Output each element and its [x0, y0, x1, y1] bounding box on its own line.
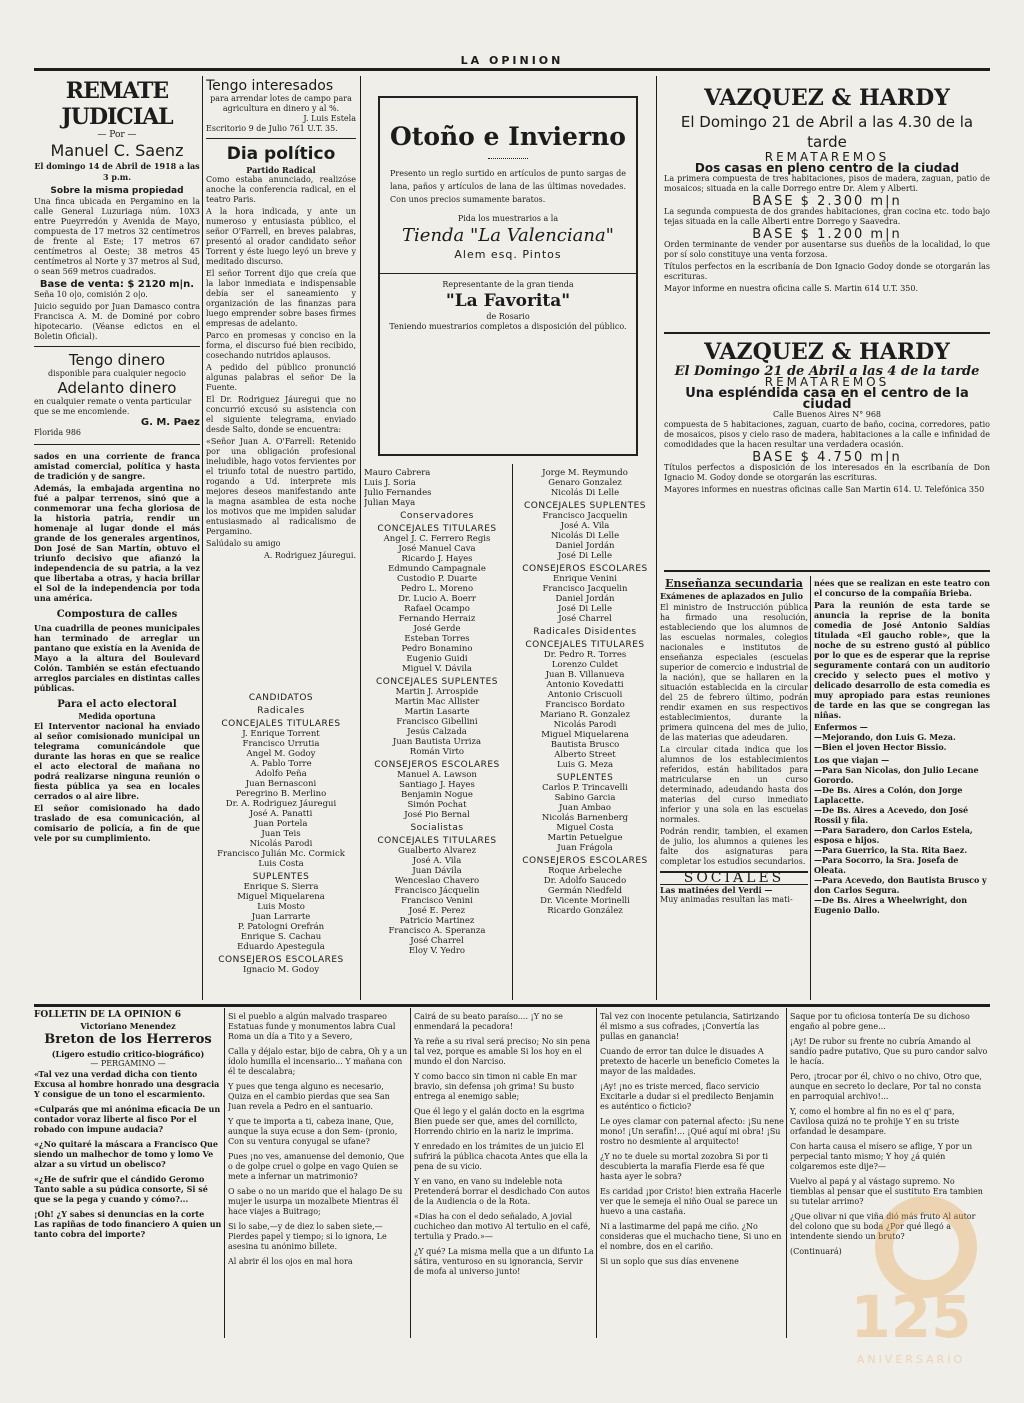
list-item: Luis J. Soria [364, 478, 416, 488]
list-item: Juan Ambao [559, 803, 611, 813]
folletin-column-1 [34, 1010, 222, 1340]
list-item: José E. Perez [408, 906, 466, 916]
list-item: Adolfo Peña [255, 769, 307, 779]
list-item: Ricardo González [547, 906, 623, 916]
verse-stanza: «¿No quitaré la máscara a Francisco Que siendo un malhechor de tomo y lomo Ve alzar a su virtud un obelisco? [34, 1139, 218, 1169]
list-item: —Para Socorro, la Sra. Josefa de Oleata. [814, 855, 959, 875]
viajan-list [814, 765, 990, 915]
verse-stanza: ¡Oh! ¿Y sabes si denuncias en la corte Las rapiñas de todo financiero A quien un tanto cobra del importe? [34, 1209, 222, 1239]
list-item: Rafael Ocampo [404, 604, 470, 614]
list-item: P. Patologni Orefrán [237, 922, 325, 932]
list-item: Daniel Jordán [555, 541, 615, 551]
dinero-signer: G. M. Paez [140, 417, 200, 428]
list-item: José A. Vila [560, 521, 610, 531]
list-item: —Para San Nicolas, don Julio Lecane Gorordo. [814, 765, 979, 785]
socialistas-suplentes-heading: CONCEJALES SUPLENTES [523, 501, 647, 511]
dia-politico-sub: Partido Radical [246, 165, 316, 175]
remate-subtitle: Sobre la misma propiedad [50, 186, 184, 196]
list-item: —Para Acevedo, don Bautista Brusco y don Carlos Segura. [814, 875, 987, 895]
list-item: Eloy V. Yedro [408, 946, 466, 956]
col4-top-list [516, 468, 654, 498]
list-item: Mariano R. Gonzalez [540, 710, 630, 720]
list-item: Angel M. Godoy [246, 749, 316, 759]
remate-body: Una finca ubicada en Pergamino en la calle General Luzuriaga núm. 10X3 entre Pueyrredón y Avenida de Mayo, compuesta de 17 metros 32 centímetros de frente al Este; 17 metros 67 centímetros al Oeste; 38 metros 45 centímetros al Norte y 37 metros al Sud, o sean 569 metros cuadrados. [34, 197, 200, 276]
electoral-body: El Interventor nacional ha enviado al señor comisionado municipal un telegrama comunicándole que durante las horas en que se realice el acto electoral de mañana no podrá realizarse ninguna reunión o fiesta pública ya sea en locales cerrados o al aire libre. [34, 721, 200, 801]
list-item: Dr. Lucio A. Boerr [398, 594, 476, 604]
verse-stanza: Que él lego y el galán docto en la esgrima Bien puede ser que, ames del cornillcto, Horrendo chirio en la nariz le imprima. [414, 1107, 585, 1136]
disidentes-consejeros-heading: CONSEJEROS ESCOLARES [522, 856, 648, 866]
folletin-verses-2 [228, 1012, 408, 1267]
anniversary-stamp [816, 1187, 1006, 1377]
list-item: Dr. A. Rodriguez Jáuregui [225, 799, 337, 809]
interesados-body: para arrendar lotes de campo para agricultura en dinero y al %. [210, 94, 352, 113]
verse-stanza: Si un soplo que sus días envenene [600, 1257, 739, 1266]
ensenanza-sub: Exámenes de aplazados en Julio [660, 591, 803, 601]
list-item: Sabino Garcia [554, 793, 616, 803]
verse-stanza: Con harta causa el mísero se aflige, Y por un perpecial tanto mismo; Y hoy ¿á quién colgaremos este dije?— [790, 1142, 973, 1171]
list-item: Enrique Venini [553, 574, 617, 584]
ensenanza-p2: La circular citada indica que los alumnos de los establecimientos referidos, están habilitados para matricularse en un curso determinado, adeudando hasta dos materias del curso inmediato inferior y una sola en las escuelas normales. [660, 745, 808, 824]
radicales-titulares-heading: CONCEJALES TITULARES [221, 719, 341, 729]
list-item: Enrique S. Cachau [240, 932, 322, 942]
list-item: Fernando Herraiz [398, 614, 476, 624]
ensenanza-p3: Podrán rendir, tambien, el examen de julio, los alumnos a quienes les falte dos asignaturas para completar los estudios secundarios. [660, 827, 808, 866]
list-item: Francisco Bordato [545, 700, 625, 710]
verse-stanza: Cairá de su beato paraíso.... ¡Y no se enmendará la pecadora! [414, 1012, 563, 1031]
vh1-date: El Domingo 21 de Abril a las 4.30 de la tarde [680, 113, 974, 151]
list-item: —Bien el joven Hector Bissio. [814, 742, 947, 752]
radicales-heading: Radicales [257, 706, 305, 716]
vh2-street: Calle Buenos Aires N° 968 [772, 410, 882, 419]
list-item: Benjamin Nogue [401, 790, 473, 800]
col7-p1: nées que se realizan en este teatro con el concurso de la compañía Brieba. [814, 578, 990, 598]
ensenanza-article [660, 578, 808, 1000]
list-item: José Pio Bernal [404, 810, 470, 820]
conservadores-suplentes-list [364, 687, 510, 757]
list-item: José A. Vila [412, 856, 462, 866]
column-2 [206, 78, 356, 678]
vh2-p1: compuesta de 5 habitaciones, zaguan, cuarto de baño, cocina, corredores, patio de mosaicos, pisos y cielo raso de madera, habitaciones a la calle e infinidad de comodidades que la hacen resultar una verdadera ocasión. [664, 420, 990, 449]
conservadores-titulares-heading: CONCEJALES TITULARES [377, 524, 497, 534]
list-item: Juan Portela [254, 819, 308, 829]
list-item: Juan Frágola [557, 843, 613, 853]
list-item: Juan Bautista Urriza [392, 737, 482, 747]
folletin-column-3 [414, 1012, 594, 1338]
dinero-title2: Adelanto dinero [57, 379, 177, 397]
list-item: Francisco Gibellini [396, 717, 478, 727]
list-item: Edmundo Campagnale [388, 564, 486, 574]
verse-stanza: Y pues que tenga alguno es necesario, Quiza en el cambio pierdas que sea San Juan revela a Pedro en el santuario. [228, 1082, 390, 1111]
verse-stanza: Tal vez con inocente petulancia, Satirizando él mismo a sus cofrades, ¡Convertía las pullas en ganancia! [600, 1012, 780, 1041]
verse-stanza: Si lo sabe,—y de diez lo saben siete,— Pierdes papel y tiempo; si lo ignora, Le asesina tu anónimo billete. [228, 1222, 387, 1251]
list-item: Nicolás Di Lelle [550, 488, 620, 498]
list-item: Enrique S. Sierra [243, 882, 319, 892]
verse-stanza: Le oyes clamar con paternal afecto: ¡Su nene mono! ¡Un serafín!... ¡Qué aquí mi obra! ¡Su rostro no desmiente al arquitecto! [600, 1117, 784, 1146]
verse-stanza: Si el pueblo a algún malvado traspareo Estatuas funde y monumentos labra Cual Roma un día a Tito y a Severo, [228, 1012, 396, 1041]
candidatos-radicales [206, 690, 356, 1000]
list-item: A. Pablo Torre [250, 759, 312, 769]
list-item: Jorge M. Reymundo [542, 468, 628, 478]
list-item: Simón Pochat [407, 800, 467, 810]
list-item: Nicolás Parodi [553, 720, 617, 730]
list-item: Esteban Torres [404, 634, 470, 644]
dinero-title: Tengo dinero [68, 351, 166, 369]
list-item: Antonio Criscuoli [547, 690, 623, 700]
verse-stanza: Pero, ¡trocar por él, chivo o no chivo, Otro que, aunque en secreto lo declare, Por tal no consta en parroquial archivo!... [790, 1072, 982, 1101]
list-item: Dr. Adolfo Saucedo [543, 876, 627, 886]
list-item: Lorenzo Culdet [551, 660, 619, 670]
radicales-suplentes-heading: SUPLENTES [252, 872, 310, 882]
stamp-label: ANIVERSARIO [856, 1353, 966, 1366]
list-item: Jesús Calzada [407, 727, 467, 737]
otono-address: Alem esq. Pintos [454, 248, 562, 261]
list-item: Martin Lasarte [404, 707, 470, 717]
list-item: Francisco Jacquelin [542, 511, 628, 521]
verse-stanza: Calla y déjalo estar, bijo de cabra, Oh y a un ídolo humilla el incensario... Y mañana con él te descalabra; [228, 1047, 408, 1076]
list-item: Nicolás Di Lelle [550, 531, 620, 541]
dia-politico-body [206, 175, 356, 549]
dia-politico-paragraph: A pedido del público pronunció algunas palabras el señor De la Fuente. [206, 363, 356, 392]
verse-stanza: Vuelvo al papá y al vástago supremo. No tiemblas al pensar que el sustituto Era tambien su tutelar arrimo? [790, 1177, 983, 1206]
verse-stanza: ¿Que olivar ni que viña dió más fruto Al autor del colono que su boda ¿Por qué llegó a intendente siendo un bruto? [790, 1212, 976, 1241]
list-item: Dr. Vicente Morinelli [540, 896, 630, 906]
verse-stanza: Y que te importa a ti, cabeza inane, Que, aunque la suya ecuse a don Sem- (pronio, Con su ventura conyugal se ufane? [228, 1117, 398, 1146]
candidatos-socialistas [516, 468, 654, 1000]
verse-stanza: Y, como el hombre al fin no es el q' para, Cavilosa quizá no te prohije Y en su triste orfandad le desampare. [790, 1107, 960, 1136]
viajan-heading: Los que viajan — [814, 755, 890, 765]
verse-stanza: Cuando de error tan dulce le disuades A pretexto de hacerle un beneficio Cometes la mayor de las maldades. [600, 1047, 780, 1076]
list-item: Eugenio Guidi [406, 654, 468, 664]
dia-politico-paragraph: Como estaba anunciado, realizóse anoche la conferencia radical, en el teatro Paris. [206, 175, 356, 204]
verse-stanza: ¿Y no te duele su mortal zozobra Si por ti descubierta la marafía Fierde esa fé que hasta ayer le sobra? [600, 1152, 769, 1181]
list-item: Mauro Cabrera [364, 468, 431, 478]
list-item: Genaro Gonzalez [548, 478, 622, 488]
list-item: Nicolás Parodi [249, 839, 313, 849]
dia-politico-paragraph: «Señor Juan A. O'Farrell: Retenido por una obligación profesional ineludible, hago votos fervientes por el triunfo total de nuestro partido, rogando a Ud. interprete mis mejores deseos manifestando ante la magna asamblea de esta noche los motivos que me impiden saludar entusiasmado al radicalismo de Pergamino. [206, 437, 356, 536]
stamp-number: 125 [850, 1283, 972, 1351]
list-item: Luis Costa [258, 859, 304, 869]
verse-stanza: Es caridad ¡por Cristo! bien extraña Hacerle ver que le semeja el niño Oual se parece un huevo a una castaña. [600, 1187, 782, 1216]
folletin-verses-3 [414, 1012, 594, 1277]
otono-rosario: de Rosario [486, 312, 530, 321]
vh2-rem: REMATAREMOS [764, 375, 890, 389]
candidatos-conservadores [364, 468, 510, 1000]
list-item: Eduardo Apestegula [237, 942, 325, 952]
list-item: Ignacio M. Godoy [242, 965, 319, 975]
interesados-signer: J. Luis Estela [303, 114, 356, 123]
list-item: José Charrel [558, 614, 612, 624]
conservadores-consejeros-list [364, 770, 510, 820]
list-item: Martin Mac Allister [394, 697, 480, 707]
vh1-rem: REMATAREMOS [764, 150, 890, 164]
list-item: Juan Bernasconi [245, 779, 317, 789]
vh1-p4: Títulos perfectos en la escribanía de Don Ignacio Godoy donde se otorgarán las escrituras. [664, 262, 990, 281]
verse-stanza: ¡Ay! ¡no es triste merced, flaco servicio Excitarle a dudar si el predilecto Benjamin es auténtico o ficticio? [600, 1082, 774, 1111]
disidentes-consejeros-list [516, 866, 654, 916]
list-item: José Gerde [413, 624, 461, 634]
list-item: —De Bs. Aires a Acevedo, don José Rossil y fila. [814, 805, 969, 825]
conservadores-heading: Conservadores [400, 511, 474, 521]
calles-heading: Compostura de calles [56, 609, 178, 620]
verse-stanza: «Dias ha con el dedo señalado, A jovial cuchicheo dan motivo Al tertulio en el café, tertulia y Prado.»— [414, 1212, 591, 1241]
remate-juicio: Juicio seguido por Juan Damasco contra Francisca A. M. de Dominé por cobro hipotecario. (Véanse edictos en el Boletin Oficial). [34, 302, 200, 341]
ensenanza-p1: El ministro de Instrucción pública ha firmado una resolución, estableciendo que los alumnos de las escuelas normales, colegios nacionales e institutos de enseñanza especiales (escuelas superior de comercio e industrial de la nación), que se hallaren en la situación establecida en la circular del 25 de febrero último, podrán rendir examen en sus respectivos establecimientos, durante la primera quincena del mes de julio, de las materias que adeudaren. [660, 603, 808, 742]
list-item: José A. Panatti [249, 809, 313, 819]
folletin-verses-4 [600, 1012, 784, 1267]
list-item: Wenceslao Chavero [394, 876, 480, 886]
list-item: —De Bs. Aires a Wheelwright, don Eugenio Dallo. [814, 895, 968, 915]
list-item: Francisco Urrutia [242, 739, 320, 749]
dinero-line1: disponible para cualquier negocio [48, 369, 186, 378]
otono-favorita: "La Favorita" [445, 291, 571, 311]
verse-stanza: Pues ¡no ves, amanuense del demonio, Que o de golpe cruel o golpe en vago Quien se mete a infernar un matrimonio? [228, 1152, 405, 1181]
folletin-sub: (Ligero estudio critico-biográfico) [51, 1049, 205, 1059]
disidentes-titulares-list [516, 650, 654, 770]
list-item: Dr. Pedro R. Torres [543, 650, 627, 660]
folletin-ornament: — PERGAMINO — [90, 1059, 166, 1068]
sociales-title: SOCIALES [660, 871, 808, 885]
vh2-title: VAZQUEZ & HARDY [704, 339, 950, 365]
dinero-address: Florida 986 [34, 428, 82, 437]
list-item: Francisco Venini [401, 896, 473, 906]
verse-stanza: O sabe o no un marido que el halago De su mujer le usurpa un mozalbete Mientras él hace viajes a Buitrago; [228, 1187, 403, 1216]
dia-politico-paragraph: Parco en promesas y conciso en la forma, el discurso fué bien recibido, cosechando nutridos aplausos. [206, 331, 356, 360]
vh2-base: BASE $ 4.750 m|n [752, 450, 902, 465]
conservadores-consejeros-heading: CONSEJEROS ESCOLARES [374, 760, 500, 770]
verse-stanza: Ya reñe a su rival será preciso; No sin pena tal vez, porque es amable Si los hoy en el mundo el don Narciso. [414, 1037, 591, 1066]
verse-stanza: Y enredado en los trámites de un juicio El sufrirá la pública chacota Antes que ella la pena de su vicio. [414, 1142, 588, 1171]
vh1-p2: La segunda compuesta de dos grandes habitaciones, gran cocina etc. todo bajo tejas situada en la calle Alberti entre Dorrego y Saavedra. [664, 207, 990, 226]
list-item: —De Bs. Aires a Colón, don Jorge Laplacette. [814, 785, 963, 805]
dinero-line2: en cualquier remate o venta particular que se me encomiende. [34, 397, 192, 416]
candidatos-title: CANDIDATOS [248, 693, 314, 703]
radicales-consejeros-list [206, 965, 356, 975]
dia-politico-title: Dia político [226, 144, 336, 164]
verse-stanza: Saque por tu oficiosa tontería De su dichoso engaño al pobre gene... [790, 1012, 970, 1031]
remate-base: Base de venta: $ 2120 m|n. [39, 279, 195, 290]
masthead: LA OPINION [460, 54, 564, 67]
vh1-base2: BASE $ 1.200 m|n [752, 227, 902, 242]
vh1-p5: Mayor informe en nuestra oficina calle S. Martin 614 U.T. 350. [664, 284, 919, 293]
list-item: Miguel Costa [556, 823, 614, 833]
list-item: Manuel A. Lawson [397, 770, 477, 780]
list-item: Santiago J. Hayes [399, 780, 475, 790]
col1-lead: sados en una corriente de franca amistad comercial, política y hasta de tradición y de sangre. [34, 451, 200, 481]
otono-tienda: Tienda "La Valenciana" [402, 225, 614, 246]
list-item: Martin Petuelgue [547, 833, 623, 843]
verse-stanza: Al abrir él los ojos en mal hora [228, 1257, 353, 1266]
verse-stanza: «¿He de sufrir que el cándido Geromo Tanto sable a su púdica consorte, Si sé que se la pega y cuando y cómo?... [34, 1174, 208, 1204]
socialistas-heading: Socialistas [410, 823, 464, 833]
list-item: José Manuel Cava [398, 544, 476, 554]
electoral-body-2: El señor comisionado ha dado traslado de esa comunicación, al comisario de policía, a fin de que vele por su cumplimiento. [34, 803, 200, 843]
vh1-p1: La primera compuesta de tres habitaciones, pisos de madera, zaguan, patio de mosaicos; situada en la calle Dorrego entre Dr. Alem y Alberti. [664, 174, 990, 193]
otono-pida: Pida los muestrarios a la [457, 214, 559, 223]
folletin-column-2 [228, 1012, 408, 1338]
folletin-header: FOLLETIN DE LA OPINION 6 [34, 1010, 181, 1020]
list-item: —Para Guerrico, la Sta. Rita Baez. [814, 845, 968, 855]
list-item: J. Enrique Torrent [242, 729, 320, 739]
socialistas-titulares-list [364, 846, 510, 956]
otono-ad [378, 96, 638, 456]
socialistas-consejeros-heading: CONSEJEROS ESCOLARES [522, 564, 648, 574]
list-item: Francisco A. Speranza [388, 926, 486, 936]
verse-stanza: Y en vano, en vano su indeleble nota Pretenderá borrar el desdichado Con autos de la Audiencia o de la Rota. [414, 1177, 590, 1206]
sociales-column [814, 578, 990, 1000]
col7-p2: Para la reunión de esta tarde se anuncia la reprise de la bonita comedia de José Antonio Saldías titulada «El gaucho roble», que la noche de su estreno gustó al público por lo que es de esperar que la reprise seguramente contará con un auditorio crecido y selecto pues el motivo y delicado desarrollo de esta comedia es muy apropiado para estas reuniones de tarde en las que se congregan las niñas. [814, 600, 990, 720]
socialistas-suplentes-list [516, 511, 654, 561]
remate-date: El domingo 14 de Abril de 1918 a las 3 p.m. [34, 161, 200, 182]
list-item: —Para Saradero, don Carlos Estela, esposa e hijos. [814, 825, 973, 845]
col1-p2: Además, la embajada argentina no fué a palpar terrenos, sinó que a conmemorar una fecha gloriosa de la historia patria, rendir un homenaje al lugar donde el más grande de los generales argentinos, Don José de San Martín, obtuvo el triunfo decisivo que afianzó la independencia de su patria, a la vez que libertaba a otras, y hacia brillar el Sol de la independencia por toda una américa. [34, 483, 200, 603]
list-item: Francisco Julián Mc. Cormick [217, 849, 345, 859]
list-item: Miguel Miquelarena [237, 892, 325, 902]
radicales-consejeros-heading: CONSEJEROS ESCOLARES [218, 955, 344, 965]
disidentes-titulares-heading: CONCEJALES TITULARES [525, 640, 645, 650]
dia-politico-paragraph: A la hora indicada, y ante un numeroso y entusiasta público, el señor O'Farrell, en breves palabras, presentó al orador candidato señor Torrent y éste luego leyó un breve y meditado discurso. [206, 207, 356, 266]
masthead-rule [34, 68, 990, 71]
top-names-list [364, 468, 510, 508]
enfermos-list [814, 732, 990, 752]
list-item: Juan Teis [261, 829, 301, 839]
remate-sena: Seña 10 o|o, comisión 2 o|o. [34, 290, 148, 299]
enfermos-heading: Enfermos — [814, 722, 868, 732]
vh1-title: VAZQUEZ & HARDY [704, 85, 950, 111]
remate-title: REMATE JUDICIAL [61, 78, 173, 130]
list-item: Ricardo J. Hayes [401, 554, 473, 564]
list-item: Angel J. C. Ferrero Regis [383, 534, 491, 544]
vh2-p3: Mayores informes en nuestras oficinas calle San Martin 614. U. Telefónica 350 [664, 485, 985, 494]
remate-auctioneer: Manuel C. Saenz [50, 141, 184, 160]
list-item: Luis G. Meza [556, 760, 614, 770]
column-1 [34, 78, 200, 998]
radicales-titulares-list [206, 729, 356, 869]
dia-politico-paragraph: El Dr. Rodriguez Jáuregui que no concurrió excusó su asistencia con el siguiente telegrama, enviado desde Salto, donde se encuentra: [206, 395, 356, 434]
list-item: Roque Arbeleche [548, 866, 622, 876]
verse-stanza: «Culparás que mi anónima eficacia De un contador voraz liberte al fisco Por el robado con impune audacia? [34, 1104, 221, 1134]
otono-muestrarios: Teniendo muestrarios completos a disposición del público. [389, 322, 627, 331]
dia-politico-paragraph: Salúdalo su amigo [206, 539, 281, 548]
list-item: Germán Niedfeld [547, 886, 623, 896]
list-item: José Di Lelle [558, 551, 612, 561]
list-item: Miguel Miquelarena [541, 730, 629, 740]
folletin-verses-1 [34, 1069, 222, 1239]
ensenanza-title: Enseñanza secundaria [665, 578, 803, 590]
list-item: Juan Dávila [412, 866, 462, 876]
list-item: Martin J. Arrospide [395, 687, 479, 697]
verse-stanza: (Continuará) [790, 1247, 842, 1256]
vazquez-ad-2 [664, 338, 990, 566]
vazquez-ad-1 [664, 84, 990, 334]
calles-body: Una cuadrilla de peones municipales han terminado de arreglar un pantano que existía en la Avenida de Mayo a la altura del Boulevard Colón. También se están efectuando arreglos parciales en distintas calles públicas. [34, 623, 200, 693]
socialistas-consejeros-list [516, 574, 654, 624]
list-item: Antonio Kovedatti [546, 680, 624, 690]
list-item: José Charrel [410, 936, 464, 946]
dia-politico-signature: A. Rodriguez Jáuregui. [263, 551, 356, 560]
dia-politico-paragraph: El señor Torrent dijo que creía que la labor inmediata e indispensable debía ser el saneamiento y organización de las finanzas para luego emprender sobre bases firmes empresas de adelanto. [206, 269, 356, 328]
list-item: Daniel Jordán [555, 594, 615, 604]
disidentes-suplentes-heading: SUPLENTES [556, 773, 614, 783]
disidentes-heading: Radicales Disidentes [533, 627, 637, 637]
conservadores-titulares-list [364, 534, 510, 674]
vh2-sub: Una espléndida casa en el centro de la ciudad [685, 386, 969, 412]
vh1-base1: BASE $ 2.300 m|n [752, 194, 902, 209]
list-item: Pedro L. Moreno [400, 584, 474, 594]
folletin-title: Breton de los Herreros [44, 1032, 212, 1047]
electoral-heading: Para el acto electoral [57, 699, 177, 710]
conservadores-suplentes-heading: CONCEJALES SUPLENTES [375, 677, 499, 687]
list-item: Juan Larrarte [251, 912, 311, 922]
interesados-title: Tengo interesados [206, 78, 334, 94]
disidentes-suplentes-list [516, 783, 654, 853]
list-item: Bautista Brusco [550, 740, 620, 750]
vh1-sub: Dos casas en pleno centro de la ciudad [694, 161, 960, 175]
verse-stanza: Y como bacco sin timon ni cable En mar bravio, sin defensa ¡oh grima! Su busto entrega al enemigo sable; [414, 1072, 577, 1101]
list-item: Alberto Street [554, 750, 616, 760]
list-item: Francisco Jacquelin [542, 584, 628, 594]
vh2-date: El Domingo 21 de Abril a las 4 de la tarde [674, 364, 980, 379]
verse-stanza: Ni a lastimarme del papá me ciño. ¿No consideras que el muchacho tiene, Si uno en el nombre, dos en el cariño. [600, 1222, 782, 1251]
folletin-column-4 [600, 1012, 784, 1338]
folletin-author: Victoriano Menendez [80, 1021, 176, 1031]
list-item: Gualberto Alvarez [397, 846, 477, 856]
verse-stanza: «Tal vez una verdad dicha con tiento Excusa al hombre honrado una desgracia Y consigue de un tono el escarmiento. [34, 1069, 220, 1099]
socialistas-titulares-heading: CONCEJALES TITULARES [377, 836, 497, 846]
interesados-address: Escritorio 9 de Julio 761 U.T. 35. [206, 124, 338, 133]
verse-stanza: ¿Y qué? La misma mella que a un difunto La sátira, venturoso en su ignorancia, Servir de mofa al universo junto! [414, 1247, 594, 1276]
list-item: Luis Mosto [257, 902, 305, 912]
list-item: —Mejorando, don Luis G. Meza. [814, 732, 956, 742]
list-item: Román Virto [409, 747, 465, 757]
vh1-p3: Orden terminante de vender por ausentarse sus dueños de la localidad, lo que por sí solo constituye una venta forzosa. [664, 240, 990, 259]
remate-por: — Por — [97, 130, 137, 140]
sociales-line: Muy animadas resultan las mati- [660, 895, 793, 904]
otono-body: Presento un reglo surtido en artículos de punto sargas de lana, paños y artículos de lana de las últimas novedades. Con unos precios sumamente baratos. [390, 169, 626, 204]
list-item: José Di Lelle [558, 604, 612, 614]
list-item: Julian Maya [364, 498, 416, 508]
list-item: Julio Fernandes [364, 488, 432, 498]
otono-rep: Representante de la gran tienda [442, 280, 574, 289]
sociales-sub: Las matinées del Verdi — [660, 885, 773, 895]
vh2-p2: Títulos perfectos a disposición de los interesados en la escribanía de Don Ignacio M. Godoy donde se otorgarán las escrituras. [664, 463, 990, 482]
list-item: Pedro Bonamino [401, 644, 473, 654]
list-item: Carlos P. Trincavelli [542, 783, 628, 793]
list-item: Custodio P. Duarte [396, 574, 478, 584]
electoral-sub: Medida oportuna [78, 711, 156, 721]
list-item: Francisco Jácquelin [394, 886, 480, 896]
list-item: Patricio Martinez [399, 916, 475, 926]
list-item: Peregrino B. Merlino [235, 789, 327, 799]
list-item: Nicolás Barnenberg [541, 813, 629, 823]
list-item: Miguel V. Dávila [401, 664, 473, 674]
list-item: Juan B. Villanueva [545, 670, 625, 680]
verse-stanza: ¡Ay! De rubor su frente no cubría Amando al sandío padre putativo, Que su puro candor salvo le hacía. [790, 1037, 988, 1066]
radicales-suplentes-list [206, 882, 356, 952]
otono-title: Otoño e Invierno [390, 122, 626, 151]
